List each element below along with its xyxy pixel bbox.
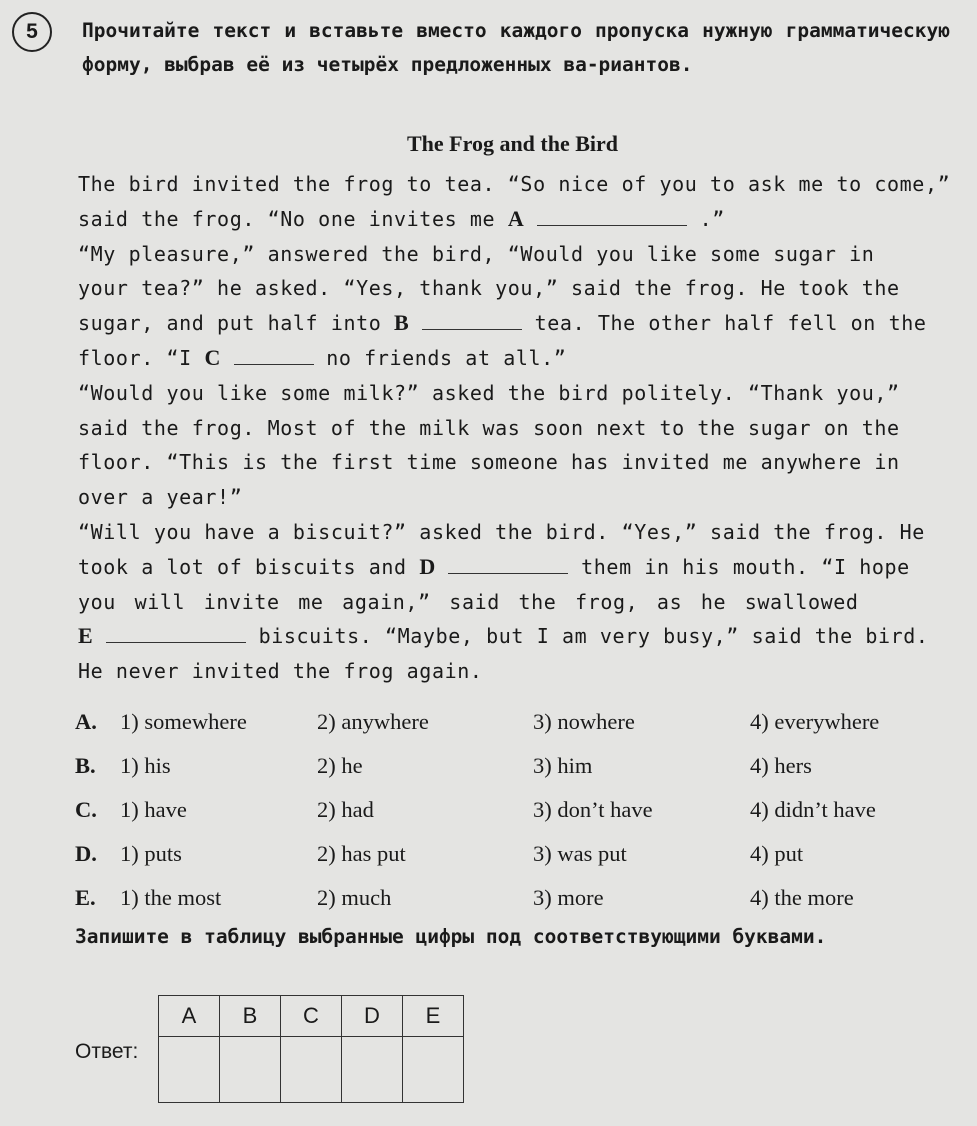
option-choice: 2) he	[317, 753, 363, 778]
option-choice: 2) much	[317, 885, 392, 910]
story-text-segment: no friends at all.”	[326, 345, 567, 370]
answer-table	[158, 995, 464, 1103]
gap-label-d: D	[419, 553, 436, 579]
option-choice: 2) has put	[317, 841, 406, 866]
story-line	[78, 619, 952, 654]
story-line: floor. “This is the first time someone has invited me anywhere in	[78, 450, 900, 475]
option-choice: 3) more	[533, 885, 604, 910]
story-line: “Will you have a biscuit?” asked the bird. “Yes,” said the frog. He	[78, 519, 925, 544]
story-text-segment: sugar, and put half into	[78, 311, 382, 336]
gap-b-blank	[422, 307, 522, 330]
answer-cell-e[interactable]	[403, 1037, 464, 1103]
option-choice: 3) don’t have	[533, 797, 653, 822]
option-choice: 4) didn’t have	[750, 797, 876, 822]
gap-a-blank	[537, 203, 687, 226]
story-line: “My pleasure,” answered the bird, “Would you like some sugar in	[78, 241, 875, 266]
task-number: 5	[12, 12, 52, 52]
story-text-segment: them in his mouth. “I hope	[581, 554, 910, 579]
option-row-a	[75, 700, 955, 744]
final-instruction: Запишите в таблицу выбранные цифры под соответствующими буквами.	[75, 925, 827, 948]
gap-label-a: A	[507, 205, 525, 231]
answer-cell-c[interactable]	[281, 1037, 342, 1103]
story-line: The bird invited the frog to tea. “So nice of you to ask me to come,”	[78, 172, 951, 196]
story-text-segment: floor. “I	[78, 345, 192, 370]
gap-e-blank	[106, 620, 246, 643]
answer-header-a: A	[159, 996, 220, 1037]
answer-cell-a[interactable]	[159, 1037, 220, 1103]
story-line: over a year!”	[78, 485, 243, 510]
option-choice: 4) the more	[750, 885, 854, 910]
gap-c-blank	[234, 342, 314, 365]
option-row-c	[75, 788, 955, 832]
answer-options	[75, 700, 955, 920]
option-letter: A.	[75, 709, 97, 734]
gap-d-blank	[448, 551, 568, 574]
story-text-segment: .”	[699, 206, 725, 231]
option-letter: E.	[75, 885, 96, 910]
option-choice: 4) hers	[750, 753, 812, 778]
option-choice: 3) nowhere	[533, 709, 635, 734]
story-line: your tea?” he asked. “Yes, thank you,” said the frog. He took the	[78, 276, 900, 301]
story-line: you will invite me again,” said the frog, as he swallowed	[78, 589, 859, 614]
story-line: said the frog. Most of the milk was soon next to the sugar on the	[78, 415, 900, 440]
answer-label: Ответ:	[75, 1040, 139, 1063]
option-choice: 1) the most	[120, 885, 222, 910]
answer-cell-b[interactable]	[220, 1037, 281, 1103]
task-instruction: Прочитайте текст и вставьте вместо каждого пропуска нужную грамматическую форму, выбрав её из четырёх предложенных ва-риантов.	[82, 19, 950, 76]
story-text	[78, 167, 952, 689]
story-line: “Would you like some milk?” asked the bird politely. “Thank you,”	[78, 380, 900, 405]
answer-cell-d[interactable]	[342, 1037, 403, 1103]
story-text-segment: biscuits. “Maybe, but I am very busy,” said the bird.	[258, 624, 929, 649]
gap-label-e: E	[78, 623, 94, 649]
option-choice: 1) somewhere	[120, 709, 247, 734]
story-line	[78, 341, 952, 376]
option-choice: 3) him	[533, 753, 593, 778]
answer-header-c: C	[281, 996, 342, 1037]
gap-label-b: B	[394, 310, 410, 336]
story-title: The Frog and the Bird	[406, 131, 619, 156]
story-text-segment: said the frog. “No one invites me	[78, 206, 496, 231]
option-choice: 1) puts	[120, 841, 182, 866]
story-line: He never invited the frog again.	[78, 659, 483, 684]
story-text-segment: tea. The other half fell on the	[534, 311, 927, 336]
story-text-segment: took a lot of biscuits and	[78, 554, 407, 579]
story-line	[78, 202, 952, 237]
option-choice: 1) have	[120, 797, 187, 822]
answer-header-e: E	[403, 996, 464, 1037]
option-row-b	[75, 744, 955, 788]
story-line	[78, 550, 952, 585]
option-choice: 4) put	[750, 841, 804, 866]
gap-label-c: C	[204, 344, 221, 370]
answer-header-d: D	[342, 996, 403, 1037]
option-letter: B.	[75, 753, 96, 778]
story-line	[78, 306, 952, 341]
option-choice: 1) his	[120, 753, 171, 778]
option-choice: 3) was put	[533, 841, 627, 866]
answer-header-b: B	[220, 996, 281, 1037]
option-choice: 2) had	[317, 797, 374, 822]
option-row-d	[75, 832, 955, 876]
option-choice: 2) anywhere	[317, 709, 429, 734]
option-letter: D.	[75, 841, 97, 866]
option-letter: C.	[75, 797, 97, 822]
option-choice: 4) everywhere	[750, 709, 880, 734]
option-row-e	[75, 876, 955, 920]
